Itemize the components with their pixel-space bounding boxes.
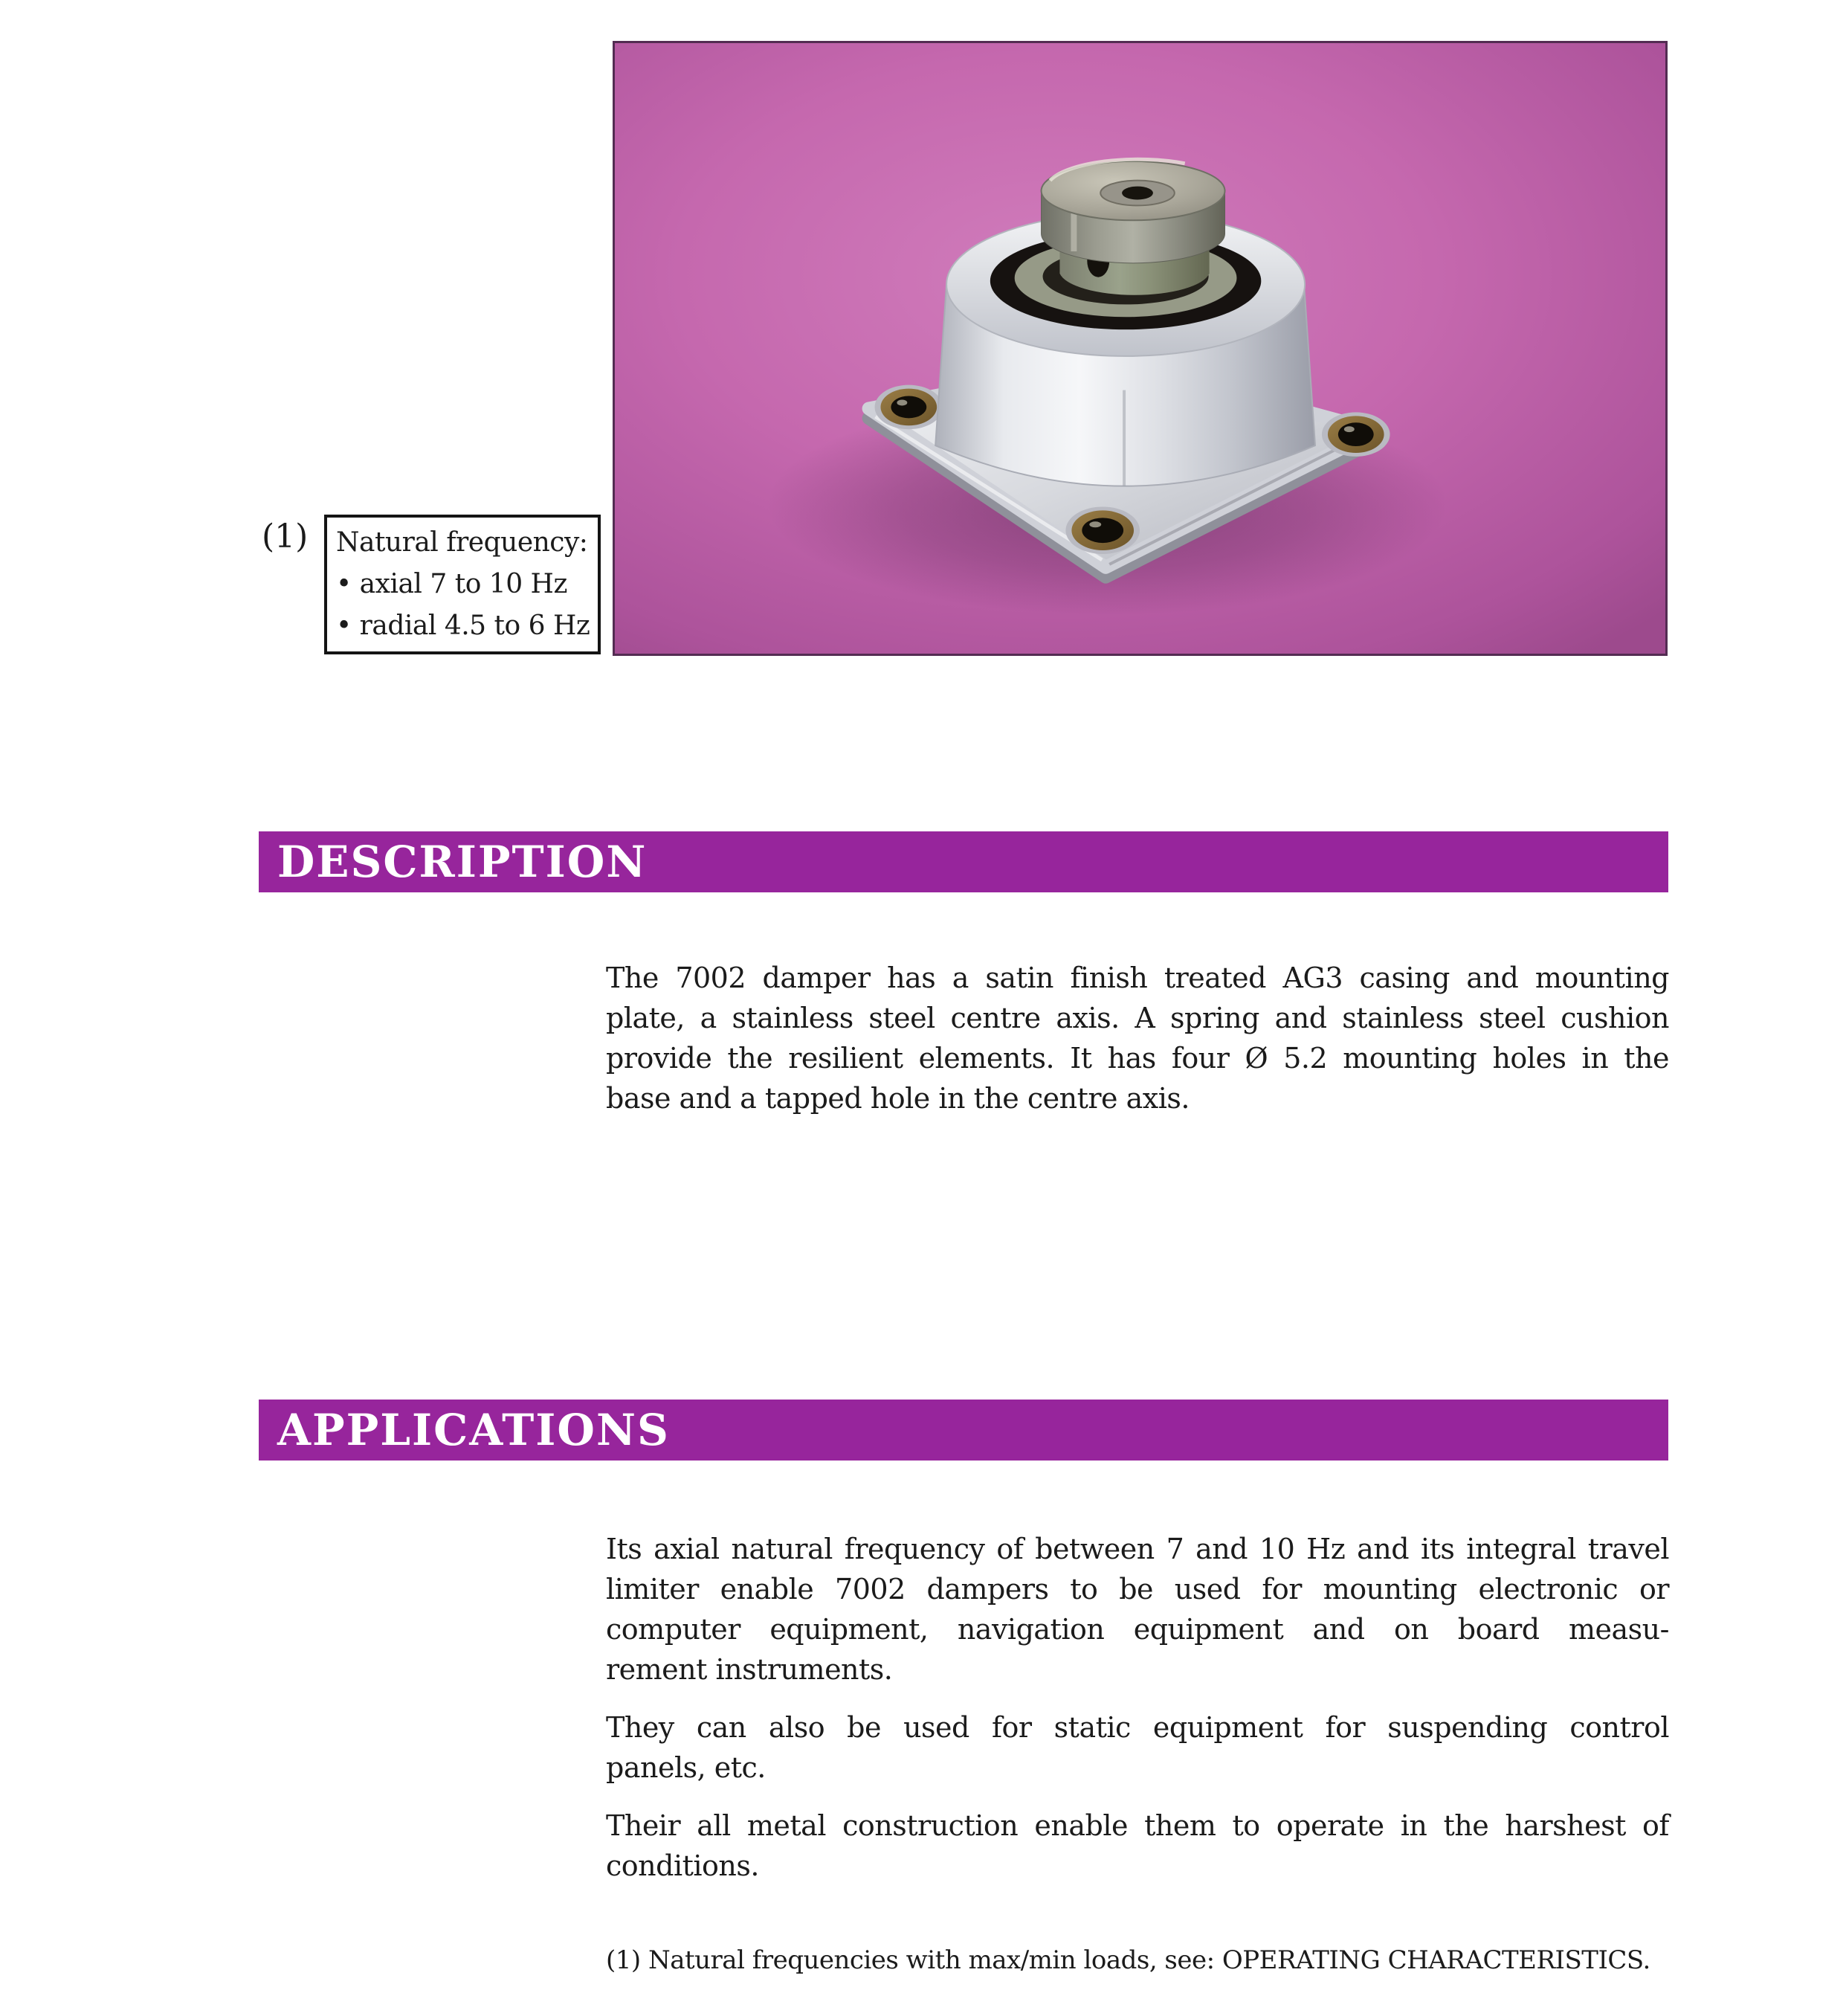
text-line: panels, etc. [606, 1751, 766, 1784]
damper-mounting-hole-left [875, 385, 943, 430]
damper-mounting-hole-bottom [1065, 506, 1140, 554]
note-line: Natural frequency: [336, 527, 588, 558]
footnote-marker: (1) [262, 518, 309, 555]
note-line: • radial 4.5 to 6 Hz [336, 611, 590, 641]
natural-frequency-note [324, 515, 601, 654]
page-footnote: (1) Natural frequencies with max/min loads, see: OPERATING CHARACTERISTICS. [606, 1945, 1650, 1975]
text-line: base and a tapped hole in the centre axis. [606, 1082, 1190, 1115]
applications-text [606, 1529, 1669, 1886]
text-line: Its axial natural frequency of between 7 and 10 Hz and its integral travel [606, 1533, 1669, 1565]
description-text [606, 958, 1669, 1118]
text-line: provide the resilient elements. It has four Ø 5.2 mounting holes in the [606, 1042, 1669, 1075]
text-line: limiter enable 7002 dampers to be used for mounting electronic or [606, 1573, 1669, 1606]
text-line: The 7002 damper has a satin finish treated AG3 casing and mounting [606, 962, 1669, 994]
text-line: They can also be used for static equipment for suspending control [606, 1711, 1669, 1744]
damper-centre-axis-cap [1042, 159, 1225, 263]
paragraph [606, 958, 1669, 1118]
product-photo [613, 41, 1668, 656]
tapped-hole [1122, 187, 1153, 200]
text-line: computer equipment, navigation equipment and on board measu- [606, 1613, 1669, 1646]
note-line: • axial 7 to 10 Hz [336, 569, 567, 599]
damper-illustration [615, 43, 1665, 654]
paragraph [606, 1529, 1669, 1690]
section-title: APPLICATIONS [277, 1405, 670, 1455]
text-line: plate, a stainless steel centre axis. A spring and stainless steel cushion [606, 1002, 1669, 1034]
paragraph [606, 1707, 1669, 1788]
text-line: rement instruments. [606, 1653, 893, 1686]
paragraph [606, 1806, 1669, 1886]
applications-section-header [259, 1400, 1668, 1461]
text-line: Their all metal construction enable them to operate in the harshest of [606, 1809, 1669, 1842]
description-section-header [259, 831, 1668, 892]
section-title: DESCRIPTION [277, 837, 648, 887]
text-line: conditions. [606, 1849, 759, 1882]
damper-mounting-hole-right [1322, 412, 1390, 457]
